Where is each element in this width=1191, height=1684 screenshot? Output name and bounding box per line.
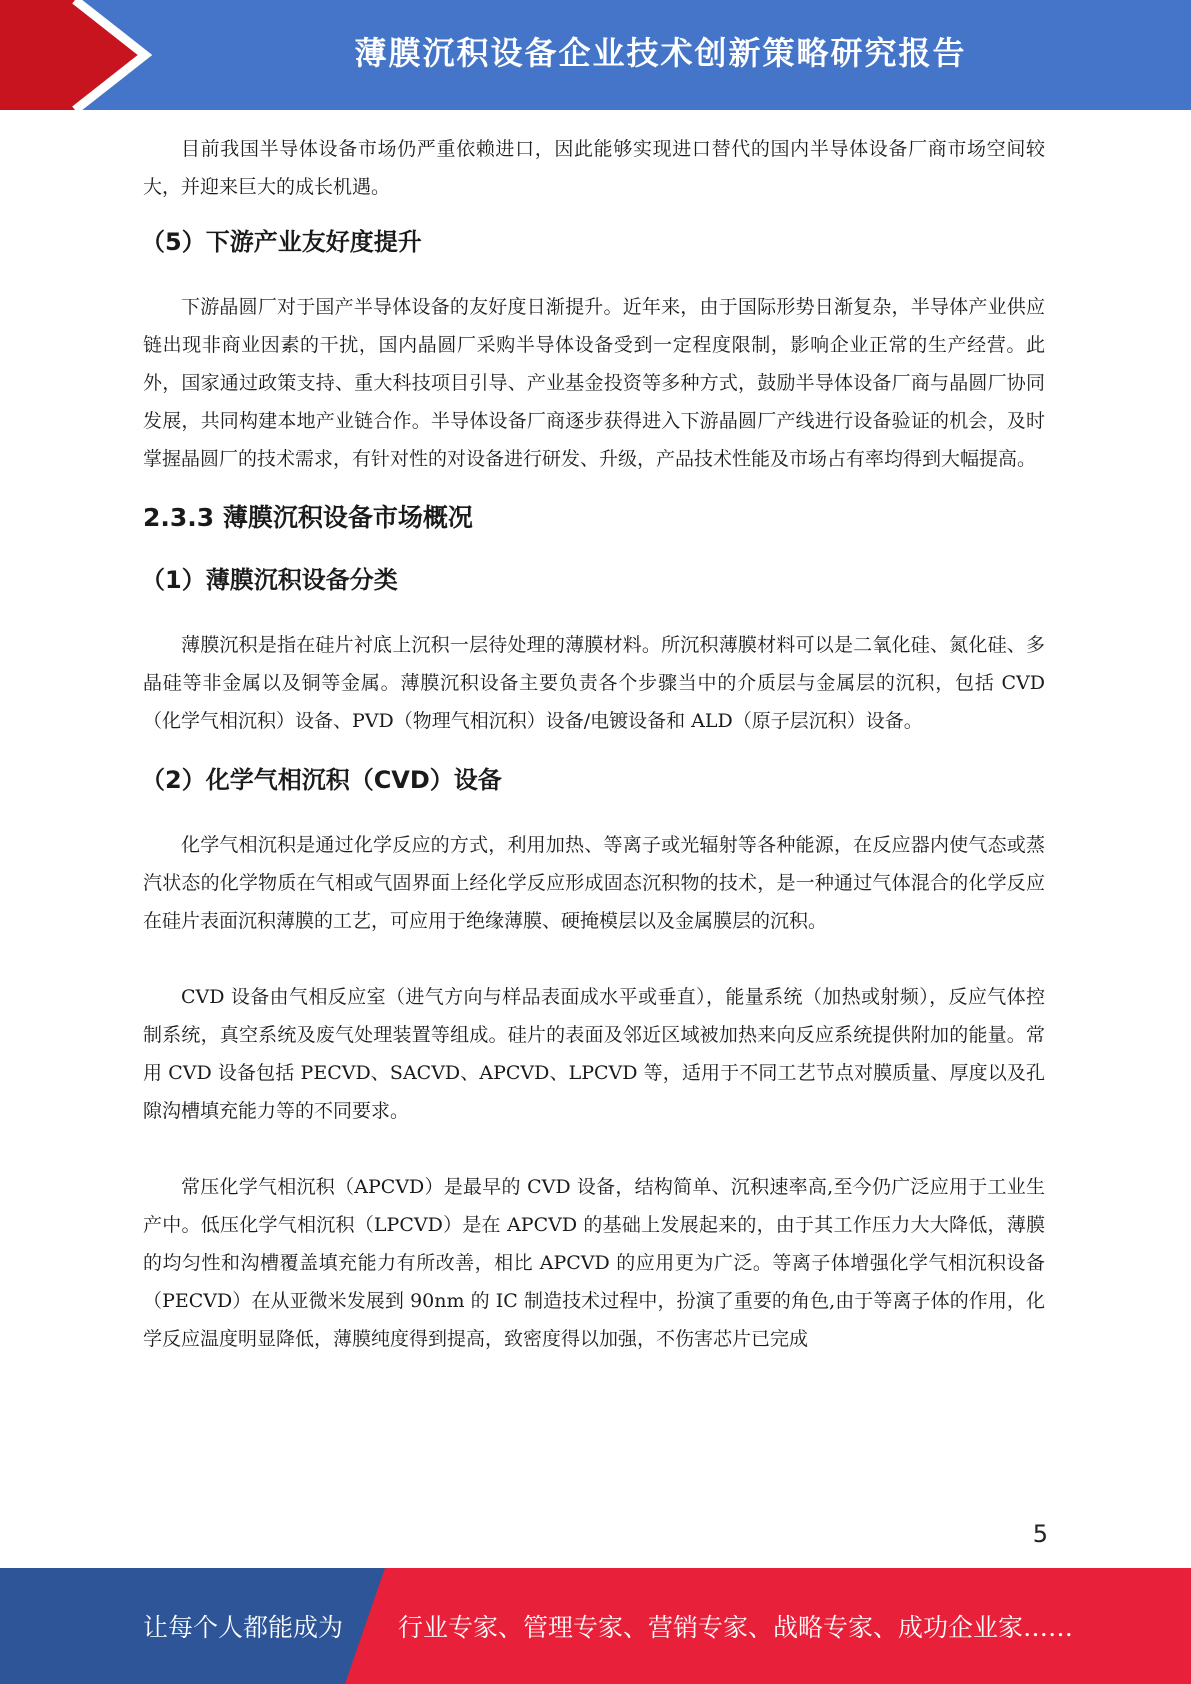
heading-equipment-classification: （1）薄膜沉积设备分类 (141, 566, 398, 594)
document-body (143, 130, 1045, 1358)
paragraph-cvd-definition: 化学气相沉积是通过化学反应的方式，利用加热、等离子或光辐射等各种能源，在反应器内使气态或蒸汽状态的化学物质在气相或气固界面上经化学反应形成固态沉积物的技术，是一种通过气体混合的化学反应在硅片表面沉积薄膜的工艺，可应用于绝缘薄膜、硬掩模层以及金属膜层的沉积。 (143, 834, 1045, 932)
paragraph-intro: 目前我国半导体设备市场仍严重依赖进口，因此能够实现进口替代的国内半导体设备厂商市场空间较大，并迎来巨大的成长机遇。 (143, 138, 1045, 198)
paragraph-cvd-components: CVD 设备由气相反应室（进气方向与样品表面成水平或垂直），能量系统（加热或射频），反应气体控制系统，真空系统及废气处理装置等组成。硅片的表面及邻近区域被加热来向反应系统提供附加的能量。常用 CVD 设备包括 PECVD、SACVD、APCVD、LPCVD 等，适用于不同工艺节点对膜质量、厚度以及孔隙沟槽填充能力等的不同要求。 (143, 986, 1045, 1122)
paragraph-classification: 薄膜沉积是指在硅片衬底上沉积一层待处理的薄膜材料。所沉积薄膜材料可以是二氧化硅、氮化硅、多晶硅等非金属以及铜等金属。薄膜沉积设备主要负责各个步骤当中的介质层与金属层的沉积，包括 CVD（化学气相沉积）设备、PVD（物理气相沉积）设备/电镀设备和 ALD（原子层沉积）设备。 (143, 634, 1045, 732)
report-title: 薄膜沉积设备企业技术创新策略研究报告 (354, 34, 967, 72)
heading-downstream-friendliness: （5）下游产业友好度提升 (141, 228, 422, 256)
paragraph-cvd-types: 常压化学气相沉积（APCVD）是最早的 CVD 设备，结构简单、沉积速率高,至今仍广泛应用于工业生产中。低压化学气相沉积（LPCVD）是在 APCVD 的基础上发展起来的，由于其工作压力大大降低，薄膜的均匀性和沟槽覆盖填充能力有所改善，相比 APCVD 的应用更为广泛。等离子体增强化学气相沉积设备（PECVD）在从亚微米发展到 90nm 的 IC 制造技术过程中，扮演了重要的角色,由于等离子体的作用，化学反应温度明显降低，薄膜纯度得到提高，致密度得以加强，不伤害芯片已完成 (143, 1176, 1045, 1350)
page-number: 5 (1032, 1520, 1048, 1548)
section-heading-2-3-3: 2.3.3 薄膜沉积设备市场概况 (143, 503, 473, 532)
heading-cvd-equipment: （2）化学气相沉积（CVD）设备 (141, 766, 502, 794)
paragraph-downstream: 下游晶圆厂对于国产半导体设备的友好度日渐提升。近年来，由于国际形势日渐复杂，半导体产业供应链出现非商业因素的干扰，国内晶圆厂采购半导体设备受到一定程度限制，影响企业正常的生产经营。此外，国家通过政策支持、重大科技项目引导、产业基金投资等多种方式，鼓励半导体设备厂商与晶圆厂协同发展，共同构建本地产业链合作。半导体设备厂商逐步获得进入下游晶圆厂产线进行设备验证的机会，及时掌握晶圆厂的技术需求，有针对性的对设备进行研发、升级，产品技术性能及市场占有率均得到大幅提高。 (143, 296, 1045, 470)
page-footer (0, 1568, 1191, 1684)
footer-slogan-right: 行业专家、管理专家、营销专家、战略专家、成功企业家…… (398, 1613, 1074, 1642)
page-header (0, 0, 1191, 110)
footer-slogan-left: 让每个人都能成为 (143, 1613, 344, 1642)
